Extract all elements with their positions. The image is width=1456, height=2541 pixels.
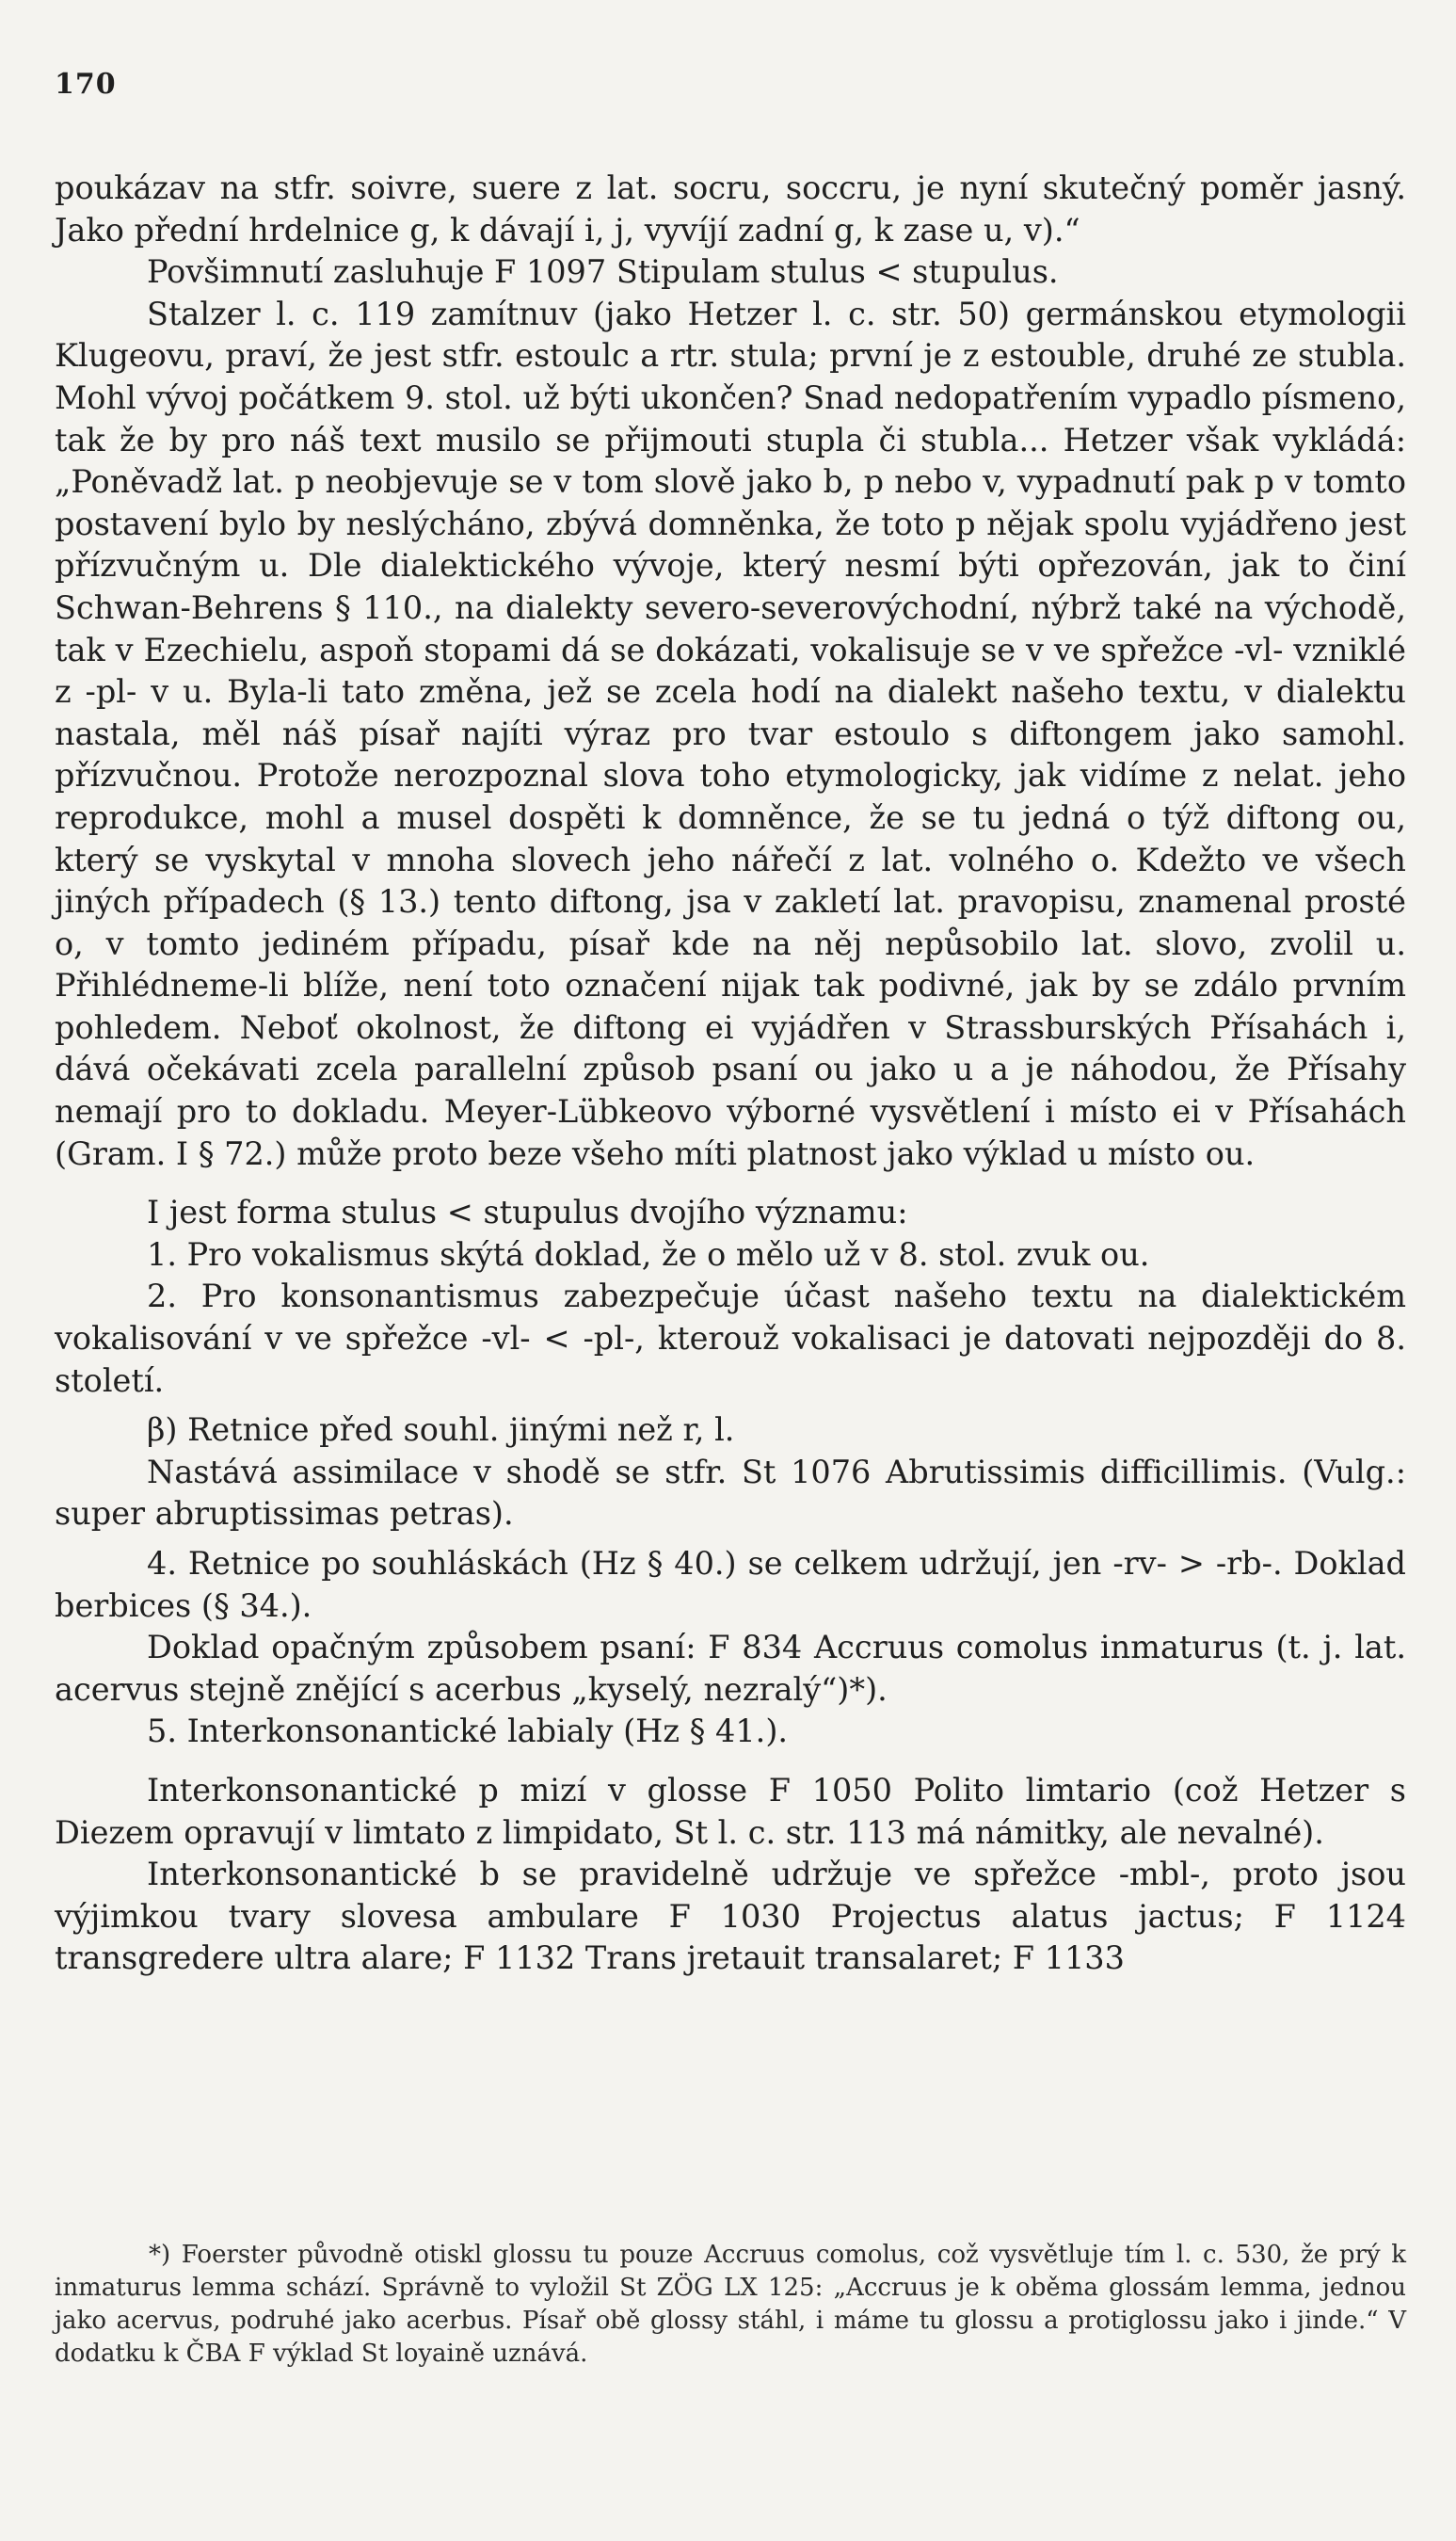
paragraph: Interkonsonantické b se pravidelně udržuje ve spřežce -mbl-, proto jsou výjimkou tvary slovesa ambulare F 1030 Projectus alatus jactus; F 1124 transgredere ultra alare; F 1132 Trans jretauit transalaret; F 1133 [55, 1856, 1406, 1977]
footnote [55, 2239, 1406, 2371]
footnote-text: *) Foerster původně otiskl glossu tu pouze Accruus comolus, což vysvětluje tím l. c. 530, že prý k inmaturus lemma schází. Správně to vyložil St ZÖG LX 125: „Accruus je k oběma glossám lemma, jednou jako acervus, podruhé jako acerbus. Písař obě glossy stáhl, i máme tu glossu a protiglossu jako i jinde.“ V dodatku k ČBA F výklad St loyaině uznává. [55, 2241, 1406, 2368]
main-text [55, 168, 1406, 1980]
paragraph: Nastává assimilace v shodě se stfr. St 1076 Abrutissimis difficillimis. (Vulg.: super abruptissimas petras). [55, 1453, 1406, 1533]
paragraph: Stalzer l. c. 119 zamítnuv (jako Hetzer l. c. str. 50) germánskou etymologii Klugeovu, praví, že jest stfr. estoulc a rtr. stula; první je z estouble, druhé ze stubla. Mohl vývoj počátkem 9. stol. už býti ukončen? Snad nedopatřením vypadlo písmeno, tak že by pro náš text musilo se přijmouti stupla či stubla... Hetzer však vykládá: „Poněvadž lat. p neobjevuje se v tom slově jako b, p nebo v, vypadnutí pak p v tomto postavení bylo by neslýcháno, zbývá domněnka, že toto p nějak spolu vyjádřeno jest přízvučným u. Dle dialektického vývoje, který nesmí býti opřezován, jak to činí Schwan-Behrens § 110., na dialekty severo-severovýchodní, nýbrž také na východě, tak v Ezechielu, aspoň stopami dá se dokázati, vokalisuje se v ve spřežce -vl- vzniklé z -pl- v u. Byla-li tato změna, jež se zcela hodí na dialekt našeho textu, v dialektu nastala, měl náš písař najíti výraz pro tvar estoulo s diftongem jako samohl. přízvučnou. Protože nerozpoznal slova toho etymologicky, jak vidíme z nelat. jeho reprodukce, mohl a musel dospěti k domněnce, že se tu jedná o týž diftong ou, který se vyskytal v mnoha slovech jeho nářečí z lat. volného o. Kdežto ve všech jiných případech (§ 13.) tento diftong, jsa v zakletí lat. pravopisu, znamenal prosté o, v tomto jediném případu, písař kde na něj nepůsobilo lat. slovo, zvolil u. Přihlédneme-li blíže, není toto označení nijak tak podivné, jak by se zdálo prvním pohledem. Neboť okolnost, že diftong ei vyjádřen v Strassburských Přísahách i, dává očekávati zcela parallelní způsob psaní ou jako u a je náhodou, že Přísahy nemají pro to dokladu. Meyer-Lübkeovo výborné vysvětlení i místo ei v Přísahách (Gram. I § 72.) může proto beze všeho míti platnost jako výklad u místo ou. [55, 295, 1406, 1172]
paragraph: 5. Interkonsonantické labialy (Hz § 41.). [147, 1713, 789, 1750]
paragraph: 2. Pro konsonantismus zabezpečuje účast našeho textu na dialektickém vokalisování v ve spřežce -vl- < -pl-, kterouž vokalisaci je datovati nejpozději do 8. století. [55, 1278, 1406, 1399]
paragraph: 1. Pro vokalismus skýtá doklad, že o mělo už v 8. stol. zvuk ou. [147, 1235, 1150, 1273]
paragraph: Doklad opačným způsobem psaní: F 834 Accruus comolus inmaturus (t. j. lat. acervus stejně znějící s acerbus „kyselý, nezralý“)*). [55, 1629, 1406, 1708]
page-number: 170 [55, 68, 117, 101]
paragraph: Interkonsonantické p mizí v glosse F 1050 Polito limtario (což Hetzer s Diezem opravují v limtato z limpidato, St l. c. str. 113 má námitky, ale nevalné). [55, 1771, 1406, 1851]
paragraph: β) Retnice před souhl. jinými než r, l. [147, 1411, 735, 1449]
paragraph: Povšimnutí zasluhuje F 1097 Stipulam stulus < stupulus. [147, 253, 1059, 291]
paragraph: I jest forma stulus < stupulus dvojího významu: [147, 1194, 908, 1231]
paragraph: 4. Retnice po souhláskách (Hz § 40.) se celkem udržují, jen -rv- > -rb-. Doklad berbices (§ 34.). [55, 1545, 1406, 1624]
paragraph: poukázav na stfr. soivre, suere z lat. socru, soccru, je nyní skutečný poměr jasný. Jako přední hrdelnice g, k dávají i, j, vyvíjí zadní g, k zase u, v).“ [55, 169, 1406, 249]
